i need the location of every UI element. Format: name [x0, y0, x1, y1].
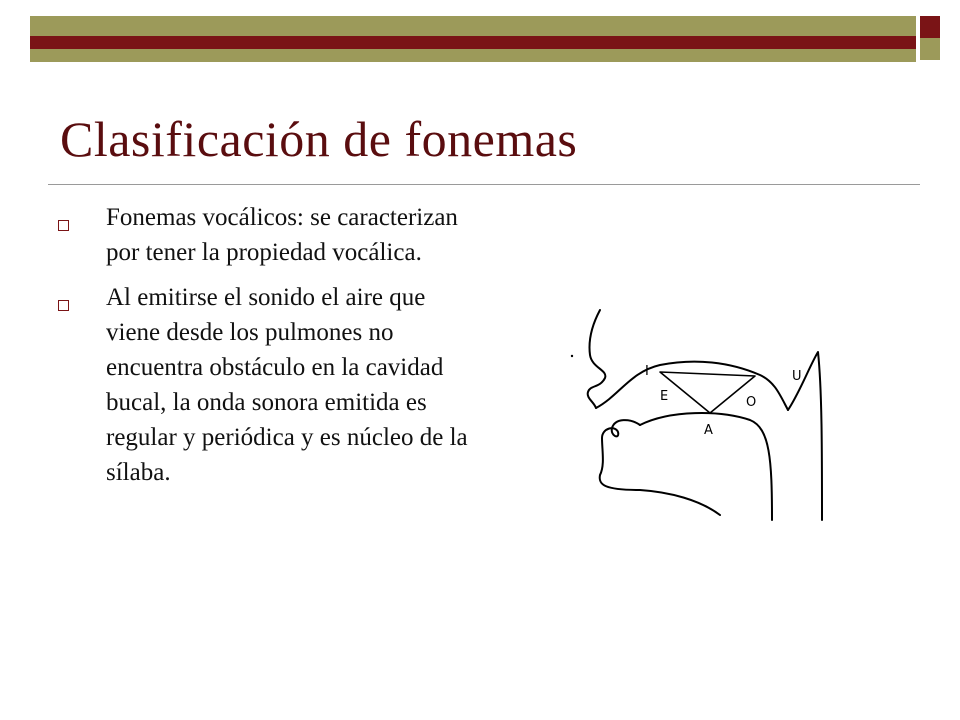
square-bullet-icon: [58, 300, 69, 311]
lower-lip-jaw: [600, 420, 720, 515]
corner-olive-square: [920, 38, 940, 60]
vowel-label-u: U: [792, 369, 802, 384]
top-decorative-bar: [30, 16, 916, 62]
vowel-label-e: E: [660, 389, 669, 404]
bottom-olive-band: [30, 49, 916, 62]
corner-maroon-square: [920, 16, 940, 38]
palate-arc: [596, 362, 788, 410]
vowel-label-o: O: [746, 395, 757, 410]
vowel-label-i: I: [645, 364, 649, 379]
top-maroon-band: [30, 36, 916, 49]
face-profile-upper: [588, 310, 606, 408]
bullet-list: [58, 200, 478, 500]
vowel-triangle-diagram: [560, 300, 840, 530]
bullet-text: Fonemas vocálicos: se caracterizan por tener la propiedad vocálica.: [106, 204, 458, 266]
vowel-label-a: A: [704, 423, 713, 438]
square-bullet-icon: [58, 220, 69, 231]
vowel-triangle: [660, 372, 755, 413]
slide-title: Clasificación de fonemas: [60, 111, 578, 167]
bullet-text: Al emitirse el sonido el aire que viene desde los pulmones no encuentra obstáculo en la cavidad bucal, la onda sonora emitida es regular y periódica y es núcleo de la sílaba.: [106, 284, 468, 486]
bullet-item: [58, 280, 478, 490]
title-divider: [48, 184, 920, 185]
top-olive-band: [30, 16, 916, 36]
bullet-item: [58, 200, 478, 270]
